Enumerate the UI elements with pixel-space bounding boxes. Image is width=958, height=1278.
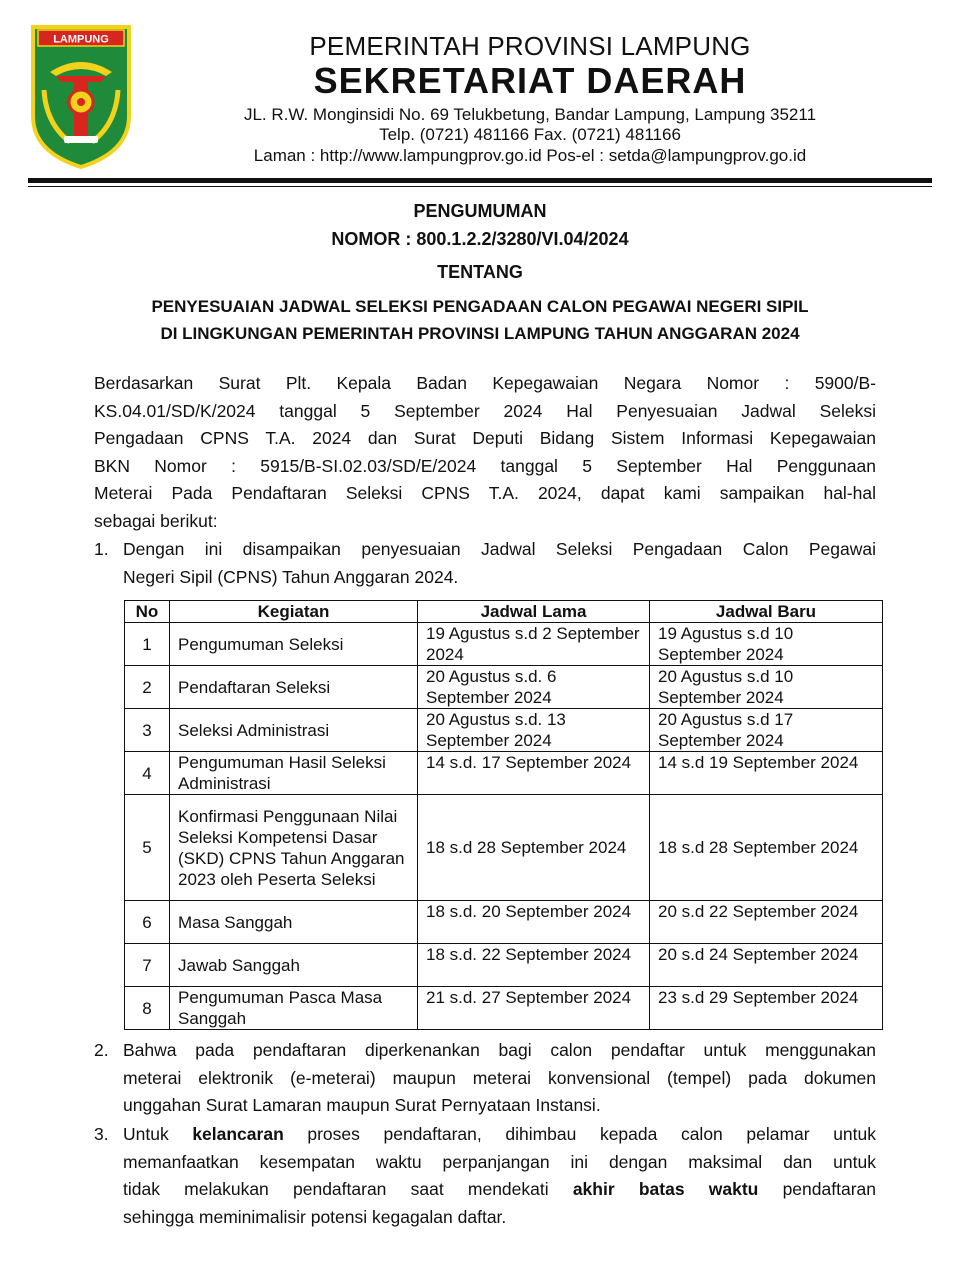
item-line: sehingga meminimalisir potensi kegagalan daftar. [123, 1206, 507, 1227]
emphasis-text: kelancaran [192, 1124, 284, 1144]
row-new-schedule: 20 Agustus s.d 17 September 2024 [650, 709, 883, 752]
row-activity: Jawab Sanggah [170, 944, 418, 987]
item-line: Negeri Sipil (CPNS) Tahun Anggaran 2024. [123, 566, 459, 587]
table-row [125, 623, 883, 666]
item-line: memanfaatkan kesempatan waktu perpanjangan ini dengan maksimal dan untuk [123, 1151, 876, 1172]
row-new-schedule: 18 s.d 28 September 2024 [650, 795, 883, 901]
emblem-text: LAMPUNG [53, 33, 109, 46]
item-line: unggahan Surat Lamaran maupun Surat Pernyataan Instansi. [123, 1095, 601, 1116]
column-header-new-schedule: Jadwal Baru [650, 601, 883, 623]
row-number: 3 [125, 709, 170, 752]
item-number: 3. [94, 1124, 109, 1144]
row-activity: Konfirmasi Penggunaan Nilai Seleksi Kompetensi Dasar (SKD) CPNS Tahun Anggaran 2023 oleh Peserta Seleksi [170, 795, 418, 901]
list-item [123, 1121, 876, 1231]
announcement-title: PENGUMUMAN [413, 201, 547, 221]
announcement-number: NOMOR : 800.1.2.2/3280/VI.04/2024 [331, 229, 629, 249]
row-new-schedule: 23 s.d 29 September 2024 [650, 987, 883, 1030]
announcement-about: TENTANG [437, 262, 523, 282]
column-header-old-schedule: Jadwal Lama [418, 601, 650, 623]
table-row [125, 795, 883, 901]
column-header-no: No [125, 601, 170, 623]
table-row [125, 944, 883, 987]
item-text: tidak melakukan pendaftaran saat mendekati [123, 1179, 573, 1200]
row-activity: Seleksi Administrasi [170, 709, 418, 752]
table-row [125, 987, 883, 1030]
item-line: meterai elektronik (e-meterai) maupun meterai konvensional (tempel) pada dokumen [123, 1067, 876, 1088]
item-text: Untuk [123, 1124, 193, 1144]
item-text: pendaftaran [758, 1179, 876, 1200]
item-number: 1. [94, 539, 109, 559]
office-address: JL. R.W. Monginsidi No. 69 Telukbetung, Bandar Lampung, Lampung 35211 [243, 105, 817, 124]
list-item [123, 1037, 876, 1120]
table-row [125, 901, 883, 944]
table-header-row [125, 601, 883, 623]
row-new-schedule: 20 Agustus s.d 10 September 2024 [650, 666, 883, 709]
row-new-schedule: 14 s.d 19 September 2024 [650, 752, 883, 795]
row-activity: Pengumuman Hasil Seleksi Administrasi [170, 752, 418, 795]
row-number: 7 [125, 944, 170, 987]
announcement-subject: DI LINGKUNGAN PEMERINTAH PROVINSI LAMPUNG TAHUN ANGGARAN 2024 [160, 324, 800, 343]
item-line [123, 1121, 876, 1149]
row-old-schedule: 20 Agustus s.d. 13 September 2024 [418, 709, 650, 752]
row-number: 8 [125, 987, 170, 1030]
row-number: 6 [125, 901, 170, 944]
intro-paragraph [94, 370, 876, 536]
row-old-schedule: 18 s.d 28 September 2024 [418, 795, 650, 901]
row-new-schedule: 19 Agustus s.d 10 September 2024 [650, 623, 883, 666]
office-website: Laman : http://www.lampungprov.go.id Pos-el : setda@lampungprov.go.id [253, 146, 807, 165]
row-number: 4 [125, 752, 170, 795]
government-name: PEMERINTAH PROVINSI LAMPUNG [309, 31, 751, 61]
announcement-subject: PENYESUAIAN JADWAL SELEKSI PENGADAAN CALON PEGAWAI NEGERI SIPIL [151, 297, 809, 316]
row-new-schedule: 20 s.d 22 September 2024 [650, 901, 883, 944]
row-old-schedule: 14 s.d. 17 September 2024 [418, 752, 650, 795]
office-phone: Telp. (0721) 481166 Fax. (0721) 481166 [379, 125, 681, 144]
schedule-table [124, 600, 883, 1030]
intro-line: KS.04.01/SD/K/2024 tanggal 5 September 2024 Hal Penyesuaian Jadwal Seleksi [94, 400, 876, 421]
table-row [125, 709, 883, 752]
table-row [125, 666, 883, 709]
emphasis-text: akhir batas waktu [572, 1179, 759, 1200]
row-old-schedule: 18 s.d. 20 September 2024 [418, 901, 650, 944]
column-header-activity: Kegiatan [170, 601, 418, 623]
row-old-schedule: 19 Agustus s.d 2 September 2024 [418, 623, 650, 666]
intro-line: Berdasarkan Surat Plt. Kepala Badan Kepegawaian Negara Nomor : 5900/B- [94, 373, 876, 393]
intro-line: BKN Nomor : 5915/B-SI.02.03/SD/E/2024 tanggal 5 September Hal Penggunaan [94, 455, 876, 476]
row-old-schedule: 20 Agustus s.d. 6 September 2024 [418, 666, 650, 709]
letterhead-divider [28, 178, 932, 183]
row-number: 1 [125, 623, 170, 666]
row-number: 2 [125, 666, 170, 709]
row-activity: Pendaftaran Seleksi [170, 666, 418, 709]
intro-line: Meterai Pada Pendaftaran Seleksi CPNS T.A. 2024, dapat kami sampaikan hal-hal [94, 483, 876, 504]
row-new-schedule: 20 s.d 24 September 2024 [650, 944, 883, 987]
intro-line: sebagai berikut: [94, 510, 218, 531]
office-name: SEKRETARIAT DAERAH [313, 60, 747, 101]
item-text: proses pendaftaran, dihimbau kepada calon pelamar untuk [283, 1124, 877, 1144]
intro-line: Pengadaan CPNS T.A. 2024 dan Surat Deputi Bidang Sistem Informasi Kepegawaian [94, 428, 876, 449]
item-line: Bahwa pada pendaftaran diperkenankan bagi calon pendaftar untuk menggunakan [123, 1040, 876, 1060]
row-activity: Pengumuman Seleksi [170, 623, 418, 666]
item-line [123, 1176, 876, 1204]
table-row [125, 752, 883, 795]
row-number: 5 [125, 795, 170, 901]
item-number: 2. [94, 1040, 109, 1060]
item-line: Dengan ini disampaikan penyesuaian Jadwal Seleksi Pengadaan Calon Pegawai [123, 539, 876, 559]
row-activity: Pengumuman Pasca Masa Sanggah [170, 987, 418, 1030]
provincial-emblem [30, 24, 132, 170]
row-old-schedule: 21 s.d. 27 September 2024 [418, 987, 650, 1030]
row-old-schedule: 18 s.d. 22 September 2024 [418, 944, 650, 987]
row-activity: Masa Sanggah [170, 901, 418, 944]
letterhead-divider-thin [28, 186, 932, 187]
list-item [123, 536, 876, 591]
